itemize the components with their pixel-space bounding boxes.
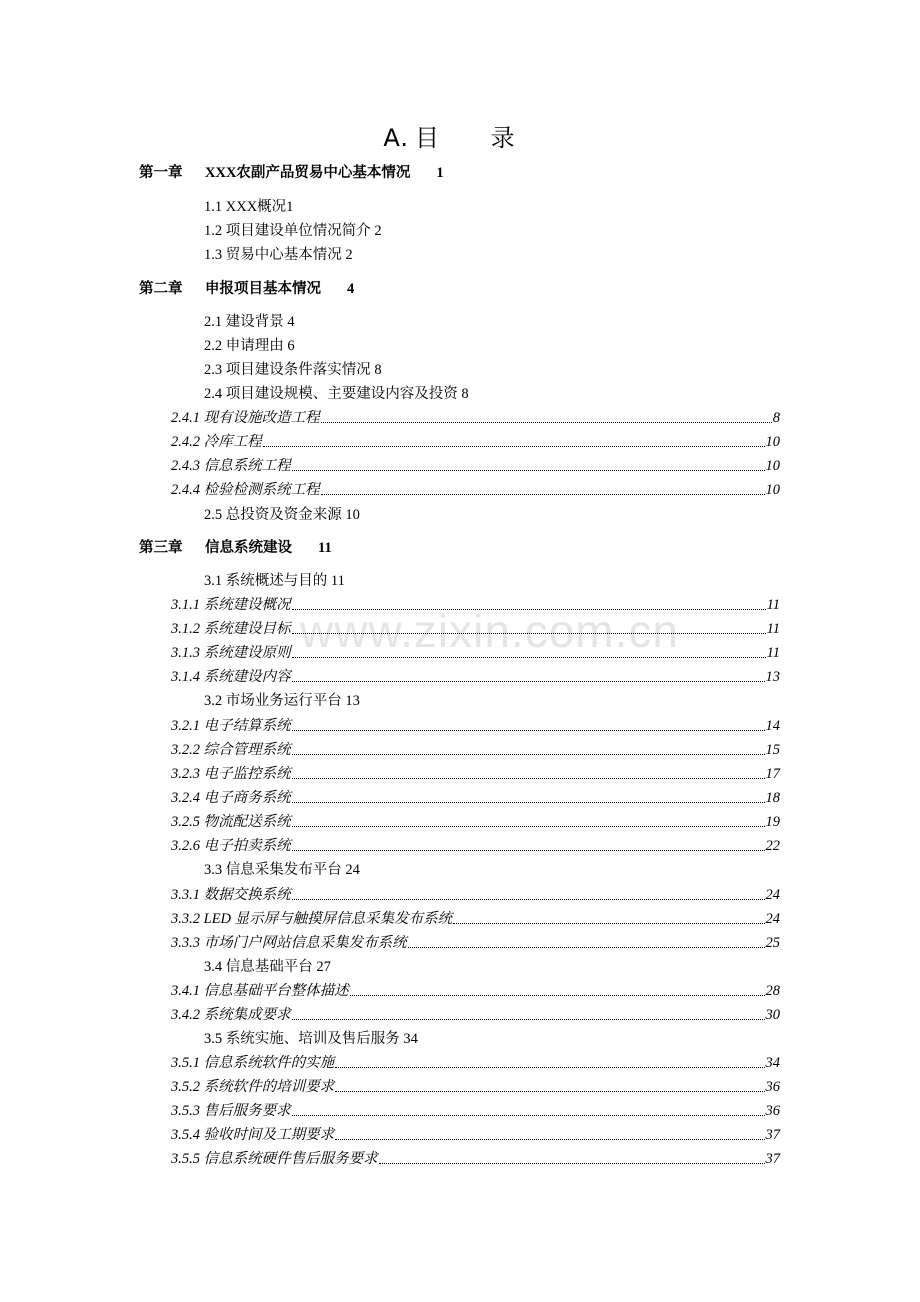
entry-text: 3.5.3 售后服务要求 — [171, 1103, 291, 1119]
entry-text: 3.1.2 系统建设目标 — [171, 621, 291, 637]
dot-leader — [292, 778, 765, 779]
toc-chapter-3[interactable] — [139, 537, 332, 559]
toc-entry[interactable] — [171, 1076, 780, 1098]
entry-page: 11 — [766, 645, 780, 661]
dot-leader — [321, 422, 772, 423]
entry-text: 3.5.4 验收时间及工期要求 — [171, 1127, 335, 1143]
chapter-page: 11 — [318, 540, 332, 556]
toc-entry[interactable] — [171, 1100, 780, 1122]
chapter-title: 信息系统建设 — [205, 540, 292, 556]
entry-text: 3.2.4 电子商务系统 — [171, 790, 291, 806]
toc-entry[interactable] — [171, 763, 780, 785]
dot-leader — [335, 1091, 764, 1092]
toc-title — [0, 118, 920, 153]
entry-page: 37 — [765, 1127, 780, 1143]
dot-leader — [379, 1163, 765, 1164]
toc-section[interactable]: 3.4 信息基础平台 27 — [204, 959, 331, 975]
entry-text: 2.4.3 信息系统工程 — [171, 458, 291, 474]
dot-leader — [292, 1019, 765, 1020]
entry-page: 25 — [765, 935, 780, 951]
toc-entry[interactable] — [171, 1148, 780, 1170]
toc-section[interactable]: 1.3 贸易中心基本情况 2 — [204, 247, 353, 263]
entry-page: 28 — [765, 983, 780, 999]
entry-text: 2.4.1 现有设施改造工程 — [171, 410, 320, 426]
watermark: www.zixin.com.cn — [300, 605, 679, 657]
toc-entry[interactable] — [171, 715, 780, 737]
entry-text: 3.1.3 系统建设原则 — [171, 645, 291, 661]
dot-leader — [292, 826, 765, 827]
entry-text: 3.4.1 信息基础平台整体描述 — [171, 983, 349, 999]
entry-page: 18 — [765, 790, 780, 806]
dot-leader — [321, 494, 765, 495]
chapter-label: 第一章 — [139, 165, 183, 181]
dot-leader — [292, 470, 765, 471]
dot-leader — [350, 995, 765, 996]
entry-page: 11 — [766, 621, 780, 637]
entry-page: 10 — [765, 482, 780, 498]
toc-entry[interactable] — [171, 479, 780, 501]
dot-leader — [292, 850, 765, 851]
chapter-title: 申报项目基本情况 — [205, 281, 321, 297]
toc-entry[interactable] — [171, 980, 780, 1002]
chapter-page: 1 — [436, 165, 444, 181]
entry-text: 3.3.1 数据交换系统 — [171, 887, 291, 903]
entry-text: 3.1.4 系统建设内容 — [171, 669, 291, 685]
toc-entry[interactable] — [171, 666, 780, 688]
entry-text: 3.3.3 市场门户网站信息采集发布系统 — [171, 935, 407, 951]
entry-page: 11 — [766, 597, 780, 613]
toc-section[interactable]: 2.3 项目建设条件落实情况 8 — [204, 362, 382, 378]
chapter-label: 第三章 — [139, 540, 183, 556]
toc-section[interactable]: 3.1 系统概述与目的 11 — [204, 573, 345, 589]
toc-section[interactable]: 1.1 XXX概况1 — [204, 199, 294, 215]
dot-leader — [263, 446, 765, 447]
entry-page: 37 — [765, 1151, 780, 1167]
toc-entry[interactable] — [171, 594, 780, 616]
toc-section[interactable]: 2.4 项目建设规模、主要建设内容及投资 8 — [204, 386, 469, 402]
toc-section[interactable]: 3.3 信息采集发布平台 24 — [204, 862, 360, 878]
entry-text: 3.2.1 电子结算系统 — [171, 718, 291, 734]
toc-entry[interactable] — [171, 932, 780, 954]
entry-text: 3.5.2 系统软件的培训要求 — [171, 1079, 335, 1095]
toc-entry[interactable] — [171, 908, 780, 930]
entry-page: 17 — [765, 766, 780, 782]
dot-leader — [292, 730, 765, 731]
entry-page: 13 — [765, 669, 780, 685]
toc-title-word: 目 录 — [414, 124, 537, 152]
entry-text: 3.1.1 系统建设概况 — [171, 597, 291, 613]
toc-section[interactable]: 3.2 市场业务运行平台 13 — [204, 693, 360, 709]
dot-leader — [292, 657, 766, 658]
toc-entry[interactable] — [171, 787, 780, 809]
chapter-title: XXX农副产品贸易中心基本情况 — [205, 165, 411, 181]
dot-leader — [408, 947, 765, 948]
toc-title-prefix: A. — [383, 124, 409, 152]
entry-page: 19 — [765, 814, 780, 830]
entry-page: 10 — [765, 434, 780, 450]
dot-leader — [292, 633, 766, 634]
entry-page: 10 — [765, 458, 780, 474]
entry-text: 3.5.1 信息系统软件的实施 — [171, 1055, 335, 1071]
toc-chapter-2[interactable] — [139, 278, 354, 300]
toc-entry[interactable] — [171, 835, 780, 857]
dot-leader — [292, 609, 766, 610]
entry-page: 22 — [765, 838, 780, 854]
entry-text: 2.4.4 检验检测系统工程 — [171, 482, 320, 498]
dot-leader — [292, 899, 765, 900]
entry-text: 3.2.6 电子拍卖系统 — [171, 838, 291, 854]
toc-entry[interactable] — [171, 618, 780, 640]
entry-page: 8 — [772, 410, 780, 426]
toc-entry[interactable] — [171, 1004, 780, 1026]
toc-section[interactable]: 1.2 项目建设单位情况简介 2 — [204, 223, 382, 239]
entry-page: 30 — [765, 1007, 780, 1023]
entry-text: 3.4.2 系统集成要求 — [171, 1007, 291, 1023]
entry-page: 36 — [765, 1079, 780, 1095]
chapter-page: 4 — [347, 281, 355, 297]
entry-page: 36 — [765, 1103, 780, 1119]
toc-entry[interactable] — [171, 431, 780, 453]
toc-section[interactable]: 2.5 总投资及资金来源 10 — [204, 507, 360, 523]
dot-leader — [453, 923, 764, 924]
entry-text: 3.2.2 综合管理系统 — [171, 742, 291, 758]
toc-entry[interactable] — [171, 1052, 780, 1074]
entry-text: 3.2.5 物流配送系统 — [171, 814, 291, 830]
toc-entry[interactable] — [171, 739, 780, 761]
chapter-label: 第二章 — [139, 281, 183, 297]
toc-section[interactable]: 2.2 申请理由 6 — [204, 338, 295, 354]
dot-leader — [292, 1115, 765, 1116]
dot-leader — [335, 1067, 764, 1068]
entry-page: 34 — [765, 1055, 780, 1071]
dot-leader — [292, 681, 765, 682]
toc-entry[interactable] — [171, 642, 780, 664]
entry-page: 15 — [765, 742, 780, 758]
entry-page: 14 — [765, 718, 780, 734]
toc-section[interactable]: 3.5 系统实施、培训及售后服务 34 — [204, 1031, 418, 1047]
toc-section[interactable]: 2.1 建设背景 4 — [204, 314, 295, 330]
toc-entry[interactable] — [171, 811, 780, 833]
toc-entry[interactable] — [171, 884, 780, 906]
entry-page: 24 — [765, 911, 780, 927]
entry-text: 3.5.5 信息系统硬件售后服务要求 — [171, 1151, 378, 1167]
dot-leader — [335, 1139, 764, 1140]
entry-page: 24 — [765, 887, 780, 903]
toc-chapter-1[interactable] — [139, 162, 444, 184]
dot-leader — [292, 754, 765, 755]
entry-text: 3.3.2 LED 显示屏与触摸屏信息采集发布系统 — [171, 911, 453, 927]
entry-text: 3.2.3 电子监控系统 — [171, 766, 291, 782]
dot-leader — [292, 802, 765, 803]
toc-entry[interactable] — [171, 455, 780, 477]
toc-entry[interactable] — [171, 407, 780, 429]
entry-text: 2.4.2 冷库工程 — [171, 434, 262, 450]
toc-entry[interactable] — [171, 1124, 780, 1146]
